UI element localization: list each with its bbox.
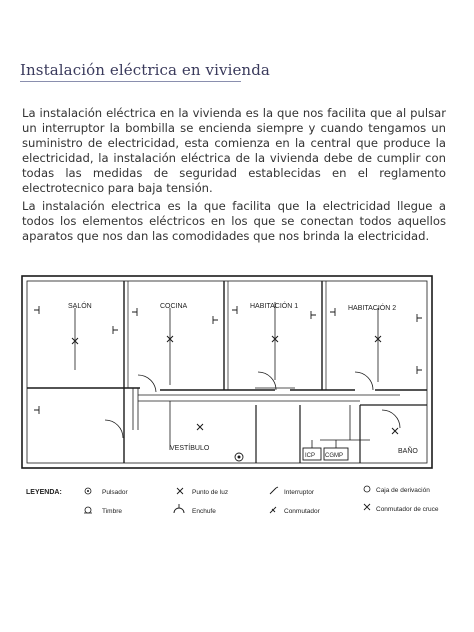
legend-conmutador: Conmutador (284, 508, 320, 515)
legend-pulsador: Pulsador (102, 489, 128, 496)
legend-conmutador-cruce: Conmutador de cruce (376, 506, 439, 513)
room-label-habitacion-2: HABITACIÓN 2 (348, 305, 397, 312)
room-label-habitacion-1: HABITACIÓN 1 (250, 303, 299, 310)
room-label-salon: SALÓN (68, 303, 92, 310)
room-label-cocina: COCINA (160, 303, 188, 310)
legend-interruptor: Interruptor (284, 489, 314, 496)
legend-punto-luz: Punto de luz (192, 489, 229, 496)
paragraph-definition: La instalación electrica es la que facilita que la electricidad llegue a todos los elementos eléctricos en los que se conectan todos aquellos aparatos que nos dan las comodidades que nos brinda la electricidad. (22, 199, 446, 243)
panel-label-cgmp: CGMP (325, 453, 343, 459)
legend-title: LEYENDA: (26, 489, 62, 496)
panel-label-icp: ICP (305, 453, 316, 459)
legend (26, 486, 439, 515)
room-label-vestibulo: VESTÍBULO (170, 445, 210, 452)
title-underline (20, 81, 241, 82)
page-title: Instalación eléctrica en vivienda (20, 61, 270, 79)
legend-caja-derivacion: Caja de derivación (376, 487, 430, 494)
legend-enchufe: Enchufe (192, 508, 216, 515)
paragraph-intro: La instalación eléctrica en la vivienda es la que nos facilita que al pulsar un interruptor la bombilla se encienda siempre y cuando tengamos un suministro de electricidad, esta comienza en la central que produce la electricidad, la instalación eléctrica de la vivienda debe de cumplir con todas las medidas de seguridad establecidas en el reglamento electrotecnico para baja tensión. (22, 106, 446, 195)
room-label-bano: BAÑO (398, 448, 418, 455)
legend-timbre: Timbre (102, 508, 122, 515)
light-points (72, 336, 398, 434)
electrical-floor-plan (20, 270, 454, 522)
